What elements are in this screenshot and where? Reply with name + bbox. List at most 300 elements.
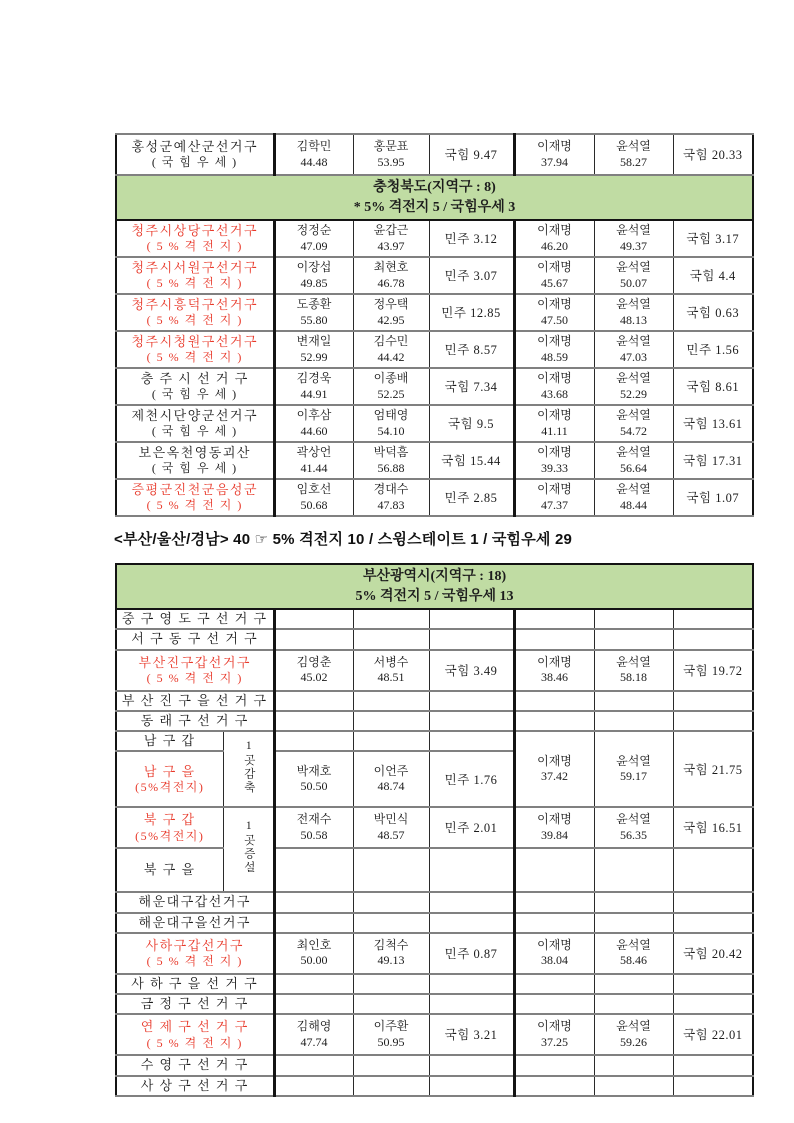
constituency-name: 보은옥천영동괴산 xyxy=(138,445,251,461)
constituency-name-cell xyxy=(116,257,274,294)
pres-lee-cell xyxy=(514,629,594,649)
status-label: ( 5 % 격 전 지 ) xyxy=(146,954,243,969)
table-row xyxy=(116,974,753,994)
gap-value: 국힘 9.5 xyxy=(448,417,494,432)
candidate2-cell xyxy=(353,442,429,479)
gap-2022-cell xyxy=(673,294,753,331)
candidate2-cell xyxy=(353,848,429,892)
pres-lee-cell xyxy=(514,994,594,1014)
constituency-name: 사 상 구 선 거 구 xyxy=(140,1077,249,1093)
constituency-name: 사 하 구 을 선 거 구 xyxy=(131,975,259,991)
pres-lee-cell xyxy=(514,807,594,848)
person-name: 박재호 xyxy=(296,763,332,778)
table-row xyxy=(116,609,753,629)
pres-yoon-cell xyxy=(594,609,673,629)
candidate2-cell xyxy=(353,751,429,807)
table-row xyxy=(116,442,753,479)
gap-value: 민주 3.12 xyxy=(444,232,498,247)
gap-value: 국힘 7.34 xyxy=(444,380,498,395)
constituency-name-cell xyxy=(116,442,274,479)
candidate2-cell xyxy=(353,731,429,751)
table-row xyxy=(116,933,753,974)
gap-value: 국힘 1.07 xyxy=(686,491,740,506)
candidate1-cell xyxy=(274,691,353,711)
gap-value: 민주 3.07 xyxy=(444,269,498,284)
gap-2022-cell xyxy=(673,1055,753,1075)
pres-lee-cell xyxy=(514,331,594,368)
person-percentage: 50.58 xyxy=(300,827,328,842)
person-name: 윤석열 xyxy=(616,223,651,238)
gap-value: 국힘 3.21 xyxy=(444,1028,498,1043)
pres-yoon-cell xyxy=(594,731,673,807)
table-row xyxy=(116,650,753,691)
gap-2020-cell xyxy=(429,368,514,405)
constituency-name: 청주시청원구선거구 xyxy=(131,334,259,350)
pres-yoon-cell xyxy=(594,629,673,649)
candidate2-cell xyxy=(353,609,429,629)
status-label: ( 국 힘 우 세 ) xyxy=(151,461,238,476)
person-name: 이주환 xyxy=(373,1019,409,1034)
pres-lee-cell xyxy=(514,933,594,974)
gap-2022-cell xyxy=(673,134,753,175)
gap-2020-cell xyxy=(429,711,514,731)
region-header-row xyxy=(116,175,753,220)
constituency-name-cell xyxy=(116,405,274,442)
candidate2-cell xyxy=(353,913,429,933)
gap-2020-cell xyxy=(429,691,514,711)
gap-2020-cell xyxy=(429,848,514,892)
status-label: ( 국 힘 우 세 ) xyxy=(151,387,238,402)
person-name: 정정순 xyxy=(296,223,332,238)
gap-value: 국힘 0.63 xyxy=(686,306,740,321)
person-percentage: 48.51 xyxy=(377,670,405,685)
person-percentage: 58.18 xyxy=(620,670,647,685)
candidate1-cell xyxy=(274,257,353,294)
constituency-name-cell xyxy=(116,294,274,331)
person-name: 홍문표 xyxy=(373,138,409,153)
gap-value: 국힘 16.51 xyxy=(683,821,743,836)
person-percentage: 54.72 xyxy=(620,423,647,438)
person-percentage: 56.88 xyxy=(377,460,405,475)
person-percentage: 37.94 xyxy=(541,154,568,169)
candidate1-cell xyxy=(274,479,353,516)
gap-2020-cell xyxy=(429,1055,514,1075)
gap-2020-cell xyxy=(429,731,514,751)
person-name: 김수민 xyxy=(373,334,409,349)
person-percentage: 50.07 xyxy=(620,275,647,290)
gap-2022-cell xyxy=(673,629,753,649)
gap-2022-cell xyxy=(673,1076,753,1096)
person-name: 경대수 xyxy=(373,482,409,497)
candidate1-cell xyxy=(274,994,353,1014)
candidate1-cell xyxy=(274,220,353,257)
candidate2-cell xyxy=(353,691,429,711)
candidate2-cell xyxy=(353,368,429,405)
pres-yoon-cell xyxy=(594,1076,673,1096)
pres-lee-cell xyxy=(514,848,594,892)
table-row xyxy=(116,711,753,731)
gap-2022-cell xyxy=(673,442,753,479)
status-label: ( 5 % 격 전 지 ) xyxy=(146,1035,243,1050)
gap-2020-cell xyxy=(429,913,514,933)
person-percentage: 44.48 xyxy=(300,154,328,169)
constituency-name: 청주시서원구선거구 xyxy=(131,260,259,276)
person-percentage: 56.64 xyxy=(620,460,647,475)
gap-value: 국힘 9.47 xyxy=(444,148,498,162)
gap-2022-cell xyxy=(673,650,753,691)
gap-value: 국힘 3.49 xyxy=(444,663,498,678)
candidate1-cell xyxy=(274,1014,353,1055)
pres-yoon-cell xyxy=(594,691,673,711)
person-name: 최인호 xyxy=(296,937,332,952)
person-percentage: 59.17 xyxy=(620,769,647,784)
candidate2-cell xyxy=(353,257,429,294)
gap-2020-cell xyxy=(429,220,514,257)
gap-2022-cell xyxy=(673,368,753,405)
table-row xyxy=(116,220,753,257)
person-name: 박민식 xyxy=(373,812,409,827)
gap-2022-cell xyxy=(673,691,753,711)
gap-2020-cell xyxy=(429,294,514,331)
candidate1-cell xyxy=(274,368,353,405)
status-label: ( 5 % 격 전 지 ) xyxy=(146,350,243,365)
constituency-name-cell xyxy=(116,807,223,848)
status-label: (5%격전지) xyxy=(135,828,205,843)
candidate2-cell xyxy=(353,974,429,994)
pres-lee-cell xyxy=(514,257,594,294)
person-percentage: 48.57 xyxy=(377,827,405,842)
constituency-name-cell xyxy=(116,331,274,368)
constituency-name: 북 구 갑 xyxy=(143,812,196,828)
region-title: 부산광역시(지역구 : 18) xyxy=(362,569,507,584)
constituency-name: 금 정 구 선 거 구 xyxy=(140,996,249,1012)
pres-lee-cell xyxy=(514,368,594,405)
table-row xyxy=(116,1014,753,1055)
person-percentage: 44.60 xyxy=(300,423,328,438)
redistricting-note-cell xyxy=(223,807,274,892)
person-name: 윤석열 xyxy=(616,654,651,669)
gap-value: 국힘 20.33 xyxy=(683,148,743,162)
person-percentage: 56.35 xyxy=(620,827,647,842)
candidate1-cell xyxy=(274,848,353,892)
person-percentage: 46.20 xyxy=(541,238,568,253)
person-percentage: 47.50 xyxy=(541,312,568,327)
pres-lee-cell xyxy=(514,405,594,442)
gap-value: 국힘 21.75 xyxy=(683,762,743,777)
gap-value: 국힘 4.4 xyxy=(689,269,736,284)
constituency-name: 서 구 동 구 선 거 구 xyxy=(131,631,259,647)
pres-yoon-cell xyxy=(594,134,673,175)
person-percentage: 52.25 xyxy=(377,386,405,401)
person-name: 이장섭 xyxy=(296,260,332,275)
constituency-name: 수 영 구 선 거 구 xyxy=(140,1057,249,1073)
gap-2022-cell xyxy=(673,892,753,912)
person-percentage: 58.46 xyxy=(620,953,647,968)
table-row xyxy=(116,994,753,1014)
pres-yoon-cell xyxy=(594,933,673,974)
pres-lee-cell xyxy=(514,731,594,807)
person-name: 윤석열 xyxy=(616,371,651,386)
gap-value: 민주 1.76 xyxy=(444,772,498,787)
status-label: (5%격전지) xyxy=(135,780,205,795)
gap-value: 국힘 22.01 xyxy=(683,1028,743,1043)
candidate1-cell xyxy=(274,294,353,331)
status-label: ( 국 힘 우 세 ) xyxy=(151,424,238,439)
table-row xyxy=(116,1055,753,1075)
table-row xyxy=(116,892,753,912)
constituency-name-cell xyxy=(116,892,274,912)
table-row xyxy=(116,848,753,892)
busan-region-table xyxy=(115,563,754,1097)
gap-2022-cell xyxy=(673,331,753,368)
pres-lee-cell xyxy=(514,1014,594,1055)
person-percentage: 37.25 xyxy=(541,1034,568,1049)
redistricting-note: 1곳증설 xyxy=(242,820,255,875)
constituency-name-cell xyxy=(116,629,274,649)
status-label: ( 국 힘 우 세 ) xyxy=(151,155,238,170)
candidate2-cell xyxy=(353,134,429,175)
constituency-name: 동 래 구 선 거 구 xyxy=(140,712,249,728)
person-name: 이재명 xyxy=(537,408,572,423)
candidate2-cell xyxy=(353,650,429,691)
gap-value: 국힘 3.17 xyxy=(686,232,740,247)
person-name: 이재명 xyxy=(537,138,572,153)
table-row xyxy=(116,691,753,711)
constituency-name-cell xyxy=(116,479,274,516)
candidate2-cell xyxy=(353,220,429,257)
person-name: 윤석열 xyxy=(616,445,651,460)
candidate1-cell xyxy=(274,974,353,994)
gap-2020-cell xyxy=(429,257,514,294)
pres-lee-cell xyxy=(514,479,594,516)
gap-2020-cell xyxy=(429,892,514,912)
constituency-name-cell xyxy=(116,751,223,807)
person-name: 이재명 xyxy=(537,334,572,349)
gap-2022-cell xyxy=(673,974,753,994)
candidate1-cell xyxy=(274,892,353,912)
person-name: 김학민 xyxy=(296,138,332,153)
candidate2-cell xyxy=(353,629,429,649)
constituency-name: 제천시단양군선거구 xyxy=(131,408,259,424)
gap-2022-cell xyxy=(673,731,753,807)
candidate1-cell xyxy=(274,807,353,848)
person-percentage: 46.78 xyxy=(377,275,405,290)
gap-value: 민주 1.56 xyxy=(686,343,740,358)
person-name: 이언주 xyxy=(373,763,409,778)
gap-2020-cell xyxy=(429,807,514,848)
pres-yoon-cell xyxy=(594,650,673,691)
constituency-name-cell xyxy=(116,848,223,892)
constituency-name-cell xyxy=(116,691,274,711)
person-percentage: 48.44 xyxy=(620,497,647,512)
person-percentage: 45.67 xyxy=(541,275,568,290)
gap-2022-cell xyxy=(673,913,753,933)
person-percentage: 52.99 xyxy=(300,349,328,364)
constituency-name: 사하구갑선거구 xyxy=(145,937,244,953)
person-percentage: 44.91 xyxy=(300,386,328,401)
candidate2-cell xyxy=(353,331,429,368)
gap-2020-cell xyxy=(429,1014,514,1055)
pres-lee-cell xyxy=(514,711,594,731)
person-name: 윤석열 xyxy=(616,260,651,275)
status-label: ( 5 % 격 전 지 ) xyxy=(146,313,243,328)
table-row xyxy=(116,331,753,368)
pres-yoon-cell xyxy=(594,331,673,368)
region-header xyxy=(116,175,753,220)
gap-2020-cell xyxy=(429,974,514,994)
person-percentage: 50.00 xyxy=(300,953,328,968)
candidate1-cell xyxy=(274,711,353,731)
gap-value: 국힘 17.31 xyxy=(683,454,743,469)
person-name: 변재일 xyxy=(296,334,332,349)
person-percentage: 54.10 xyxy=(377,423,405,438)
candidate1-cell xyxy=(274,331,353,368)
constituency-name-cell xyxy=(116,609,274,629)
person-percentage: 59.26 xyxy=(620,1034,647,1049)
pres-lee-cell xyxy=(514,294,594,331)
person-name: 엄태영 xyxy=(373,408,409,423)
person-name: 윤석열 xyxy=(616,482,651,497)
pres-lee-cell xyxy=(514,442,594,479)
gap-2022-cell xyxy=(673,257,753,294)
constituency-name: 청주시상당구선거구 xyxy=(131,223,259,239)
person-percentage: 38.46 xyxy=(541,670,568,685)
person-name: 최현호 xyxy=(373,260,409,275)
candidate1-cell xyxy=(274,134,353,175)
constituency-name-cell xyxy=(116,368,274,405)
table-row xyxy=(116,629,753,649)
constituency-name-cell xyxy=(116,650,274,691)
person-name: 윤석열 xyxy=(616,812,651,827)
person-percentage: 42.95 xyxy=(377,312,405,327)
candidate2-cell xyxy=(353,1076,429,1096)
pres-lee-cell xyxy=(514,1055,594,1075)
pres-lee-cell xyxy=(514,892,594,912)
gap-2022-cell xyxy=(673,1014,753,1055)
gap-2020-cell xyxy=(429,629,514,649)
section-heading: <부산/울산/경남> 40 ☞ 5% 격전지 10 / 스윙스테이트 1 / 국힘우세 29 xyxy=(114,531,573,548)
candidate2-cell xyxy=(353,933,429,974)
gap-2020-cell xyxy=(429,650,514,691)
person-name: 이재명 xyxy=(537,1019,572,1034)
constituency-name-cell xyxy=(116,994,274,1014)
constituency-name: 남 구 을 xyxy=(143,763,196,779)
person-name: 윤석열 xyxy=(616,753,651,768)
constituency-name: 중 구 영 도 구 선 거 구 xyxy=(121,611,268,627)
person-name: 전재수 xyxy=(296,812,332,827)
status-label: ( 5 % 격 전 지 ) xyxy=(146,670,243,685)
region-summary: 5% 격전지 5 / 국힘우세 13 xyxy=(355,588,514,604)
candidate1-cell xyxy=(274,650,353,691)
gap-2020-cell xyxy=(429,405,514,442)
table-row xyxy=(116,257,753,294)
constituency-name: 해운대구을선거구 xyxy=(138,914,251,930)
constituency-name: 증평군진천군음성군 xyxy=(131,482,259,498)
constituency-name: 북 구 을 xyxy=(143,862,196,878)
gap-2022-cell xyxy=(673,848,753,892)
pres-yoon-cell xyxy=(594,807,673,848)
person-percentage: 50.95 xyxy=(377,1034,405,1049)
person-name: 이재명 xyxy=(537,445,572,460)
person-name: 이재명 xyxy=(537,371,572,386)
constituency-name-cell xyxy=(116,220,274,257)
person-name: 이종배 xyxy=(373,371,409,386)
pres-yoon-cell xyxy=(594,1055,673,1075)
table-row xyxy=(116,913,753,933)
constituency-name-cell xyxy=(116,1055,274,1075)
gap-2020-cell xyxy=(429,933,514,974)
person-percentage: 44.42 xyxy=(377,349,405,364)
gap-2020-cell xyxy=(429,609,514,629)
constituency-name-cell xyxy=(116,1076,274,1096)
region-header-row xyxy=(116,564,753,609)
gap-value: 민주 0.87 xyxy=(444,946,498,961)
constituency-name-cell xyxy=(116,711,274,731)
gap-2022-cell xyxy=(673,405,753,442)
person-name: 김경욱 xyxy=(296,371,332,386)
candidate1-cell xyxy=(274,731,353,751)
pres-yoon-cell xyxy=(594,368,673,405)
table-row xyxy=(116,479,753,516)
pres-yoon-cell xyxy=(594,294,673,331)
person-percentage: 48.74 xyxy=(377,779,405,794)
table-row xyxy=(116,368,753,405)
person-name: 임호선 xyxy=(296,482,332,497)
candidate1-cell xyxy=(274,405,353,442)
gap-2022-cell xyxy=(673,711,753,731)
candidate2-cell xyxy=(353,892,429,912)
candidate2-cell xyxy=(353,807,429,848)
pres-yoon-cell xyxy=(594,848,673,892)
candidate1-cell xyxy=(274,609,353,629)
pres-lee-cell xyxy=(514,913,594,933)
person-name: 이재명 xyxy=(537,753,572,768)
person-percentage: 47.74 xyxy=(300,1034,328,1049)
chungbuk-table-body xyxy=(116,134,753,516)
person-percentage: 45.02 xyxy=(300,670,328,685)
status-label: ( 5 % 격 전 지 ) xyxy=(146,276,243,291)
person-name: 윤석열 xyxy=(616,408,651,423)
candidate1-cell xyxy=(274,751,353,807)
gap-2022-cell xyxy=(673,609,753,629)
pres-yoon-cell xyxy=(594,405,673,442)
pres-yoon-cell xyxy=(594,1014,673,1055)
person-percentage: 55.80 xyxy=(300,312,328,327)
person-name: 이재명 xyxy=(537,937,572,952)
person-percentage: 49.37 xyxy=(620,238,647,253)
gap-2020-cell xyxy=(429,479,514,516)
table-row xyxy=(116,294,753,331)
person-percentage: 47.83 xyxy=(377,497,405,512)
constituency-name-cell xyxy=(116,1014,274,1055)
constituency-name: 연 제 구 선 거 구 xyxy=(140,1019,249,1035)
constituency-name-cell xyxy=(116,134,274,175)
gap-2020-cell xyxy=(429,1076,514,1096)
region-title: 충청북도(지역구 : 8) xyxy=(373,180,496,195)
candidate2-cell xyxy=(353,711,429,731)
person-percentage: 43.68 xyxy=(541,386,568,401)
pres-yoon-cell xyxy=(594,892,673,912)
table-row xyxy=(116,1076,753,1096)
person-name: 박덕흠 xyxy=(373,445,409,460)
candidate1-cell xyxy=(274,1076,353,1096)
gap-2020-cell xyxy=(429,331,514,368)
candidate1-cell xyxy=(274,1055,353,1075)
pres-lee-cell xyxy=(514,134,594,175)
person-name: 이후삼 xyxy=(296,408,332,423)
busan-table-body xyxy=(116,564,753,1096)
pres-lee-cell xyxy=(514,609,594,629)
